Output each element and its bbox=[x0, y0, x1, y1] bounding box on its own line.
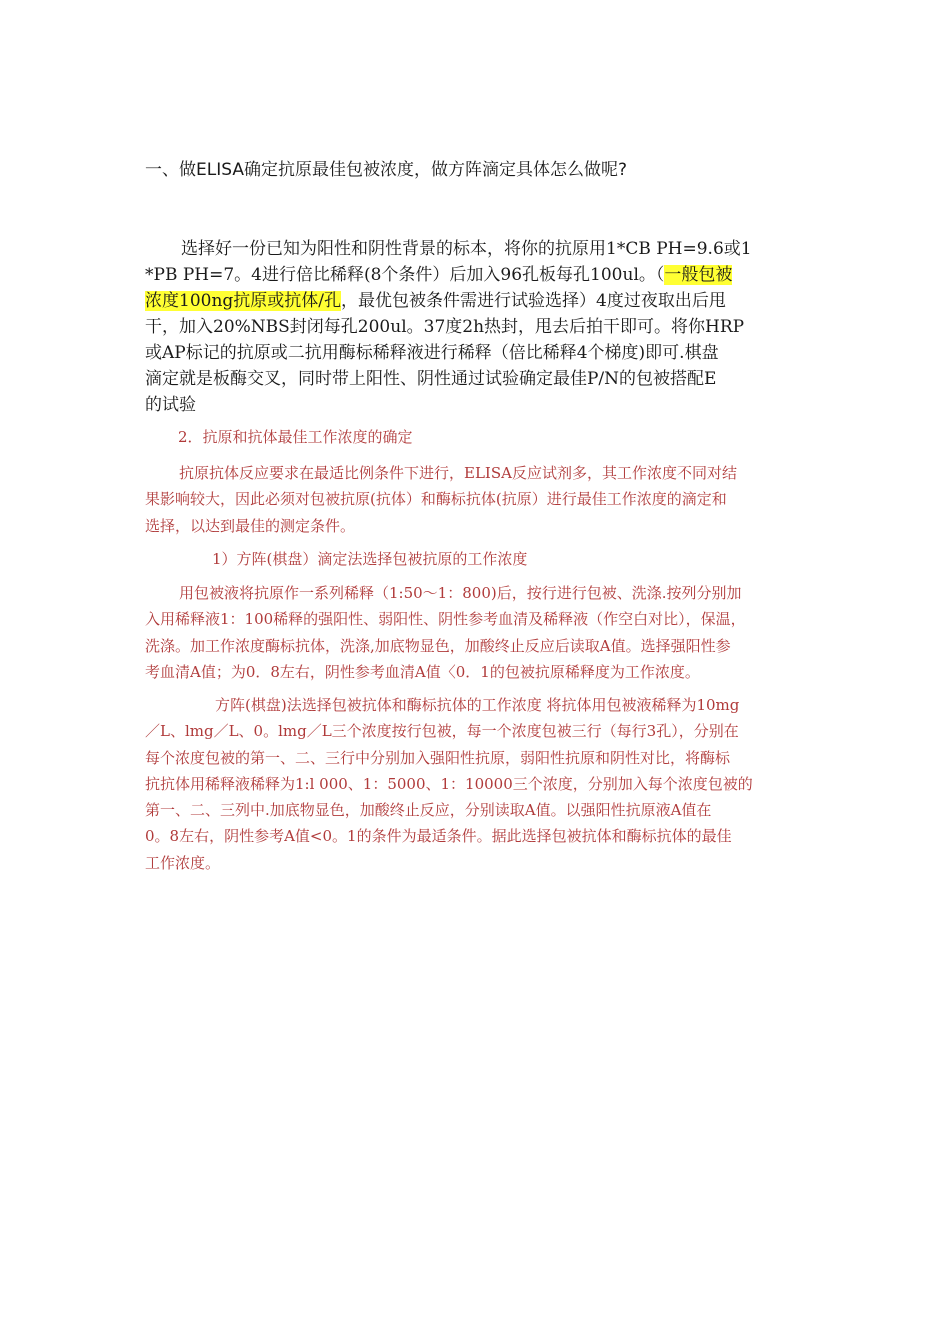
section-2-title: 2．抗原和抗体最佳工作浓度的确定 bbox=[178, 428, 413, 446]
subsection-2-line-2: ／L、lmg／L、0。lmg／L三个浓度按行包被，每一个浓度包被三行（每行3孔），分别在 bbox=[145, 722, 739, 741]
subsection-1-line-3: 洗涤。加工作浓度酶标抗体，洗涤,加底物显色，加酸终止反应后读取A值。选择强阳性参 bbox=[145, 636, 731, 655]
intro-line-3 bbox=[145, 288, 815, 314]
subsection-2-line-5: 第一、二、三列中.加底物显色，加酸终止反应，分别读取A值。以强阳性抗原液A值在 bbox=[145, 801, 712, 820]
section-2-line-2: 果影响较大，因此必须对包被抗原(抗体）和酶标抗体(抗原）进行最佳工作浓度的滴定和 bbox=[145, 490, 727, 509]
intro-line-4: 干，加入20%NBS封闭每孔200ul。37度2h热封，甩去后拍干即可。将你HRP bbox=[145, 317, 745, 337]
highlight-text-2: 浓度100ng抗原或抗体/孔 bbox=[145, 291, 342, 311]
intro-line-1: 选择好一份已知为阳性和阴性背景的标本，将你的抗原用1*CB PH=9.6或1 bbox=[181, 239, 752, 259]
subsection-1-paragraph bbox=[145, 580, 815, 685]
intro-line-6: 滴定就是板酶交叉，同时带上阳性、阴性通过试验确定最佳P/N的包被搭配E bbox=[145, 369, 717, 389]
subsection-2-paragraph bbox=[145, 692, 815, 876]
intro-line-7: 的试验 bbox=[145, 395, 196, 415]
section-2-paragraph bbox=[145, 460, 815, 539]
subsection-1-line-4: 考血清A值；为0．8左右，阴性参考血清A值〈0．1的包被抗原稀释度为工作浓度。 bbox=[145, 662, 700, 681]
intro-paragraph bbox=[145, 236, 815, 418]
subsection-2-line-1: 方阵(棋盘)法选择包被抗体和酶标抗体的工作浓度 将抗体用包被液稀释为10mg bbox=[215, 696, 740, 714]
subsection-1-line-1: 用包被液将抗原作一系列稀释（1:50～1：800)后，按行进行包被、洗涤.按列分别加 bbox=[179, 584, 742, 602]
intro-line-2 bbox=[145, 262, 815, 288]
subsection-2-line-3: 每个浓度包被的第一、二、三行中分别加入强阳性抗原，弱阳性抗原和阴性对比，将酶标 bbox=[145, 748, 731, 767]
page-heading: 一、做ELISA确定抗原最佳包被浓度，做方阵滴定具体怎么做呢? bbox=[145, 160, 627, 180]
highlight-text-1: 一般包被 bbox=[664, 265, 733, 285]
subsection-2-line-4: 抗抗体用稀释液稀释为1:l 000、1：5000、1：10000三个浓度，分别加入每个浓度包被的 bbox=[145, 774, 753, 793]
subsection-2-line-7: 工作浓度。 bbox=[145, 853, 221, 872]
subsection-1-title: 1）方阵(棋盘）滴定法选择包被抗原的工作浓度 bbox=[212, 550, 528, 568]
intro-line-2-text: *PB PH=7。4进行倍比稀释(8个条件）后加入96孔板每孔100ul。（ bbox=[145, 265, 665, 285]
subsection-2-line-6: 0。8左右，阴性参考A值<0。1的条件为最适条件。据此选择包被抗体和酶标抗体的最佳 bbox=[145, 827, 732, 846]
section-2-line-3: 选择，以达到最佳的测定条件。 bbox=[145, 516, 356, 535]
intro-line-3-text: ，最优包被条件需进行试验选择）4度过夜取出后甩 bbox=[341, 291, 726, 311]
section-2-line-1: 抗原抗体反应要求在最适比例条件下进行，ELISA反应试剂多，其工作浓度不同对结 bbox=[179, 464, 737, 482]
subsection-1-line-2: 入用稀释液1：100稀释的强阳性、弱阳性、阴性参考血清及稀释液（作空白对比），保温， bbox=[145, 610, 746, 629]
intro-line-5: 或AP标记的抗原或二抗用酶标稀释液进行稀释（倍比稀释4个梯度)即可.棋盘 bbox=[145, 343, 719, 363]
